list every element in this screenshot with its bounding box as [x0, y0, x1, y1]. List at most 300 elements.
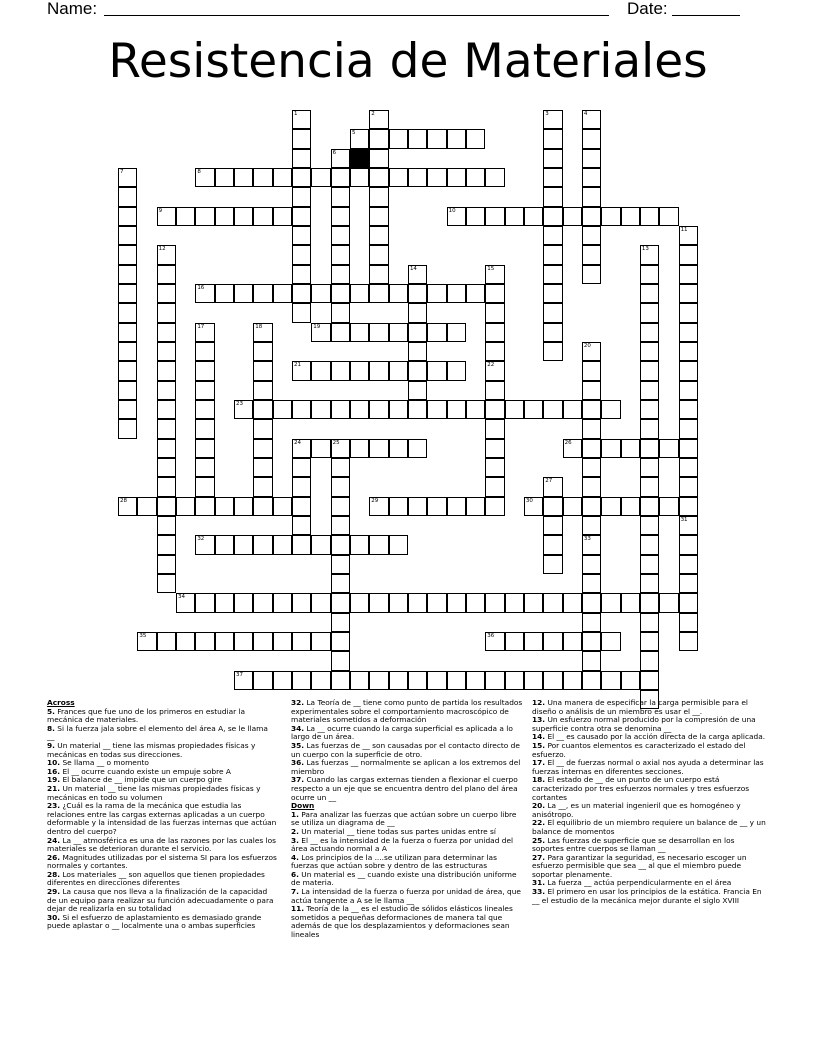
grid-cell[interactable] — [582, 497, 601, 516]
grid-cell[interactable] — [485, 284, 504, 303]
grid-cell[interactable] — [157, 497, 176, 516]
grid-cell[interactable] — [543, 497, 562, 516]
grid-cell[interactable] — [389, 671, 408, 690]
grid-cell[interactable] — [331, 149, 350, 168]
grid-cell[interactable] — [195, 458, 214, 477]
grid-cell[interactable] — [679, 632, 698, 651]
grid-cell[interactable] — [582, 535, 601, 554]
grid-cell[interactable] — [543, 400, 562, 419]
grid-cell[interactable] — [543, 226, 562, 245]
grid-cell[interactable] — [253, 168, 272, 187]
grid-cell[interactable] — [157, 303, 176, 322]
grid-cell[interactable] — [447, 129, 466, 148]
grid-cell[interactable] — [157, 381, 176, 400]
grid-cell[interactable] — [447, 361, 466, 380]
grid-cell[interactable] — [273, 207, 292, 226]
grid-cell[interactable] — [582, 671, 601, 690]
grid-cell[interactable] — [659, 207, 678, 226]
grid-cell[interactable] — [505, 207, 524, 226]
grid-cell[interactable] — [640, 516, 659, 535]
grid-cell[interactable] — [408, 265, 427, 284]
grid-cell[interactable] — [389, 129, 408, 148]
grid-cell[interactable] — [679, 458, 698, 477]
grid-cell[interactable] — [350, 284, 369, 303]
grid-cell[interactable] — [331, 477, 350, 496]
grid-cell[interactable] — [350, 439, 369, 458]
grid-cell[interactable] — [485, 361, 504, 380]
grid-cell[interactable] — [234, 535, 253, 554]
grid-cell[interactable] — [118, 207, 137, 226]
grid-cell[interactable] — [408, 361, 427, 380]
grid-cell[interactable] — [331, 323, 350, 342]
grid-cell[interactable] — [582, 226, 601, 245]
grid-cell[interactable] — [253, 593, 272, 612]
grid-cell[interactable] — [389, 535, 408, 554]
grid-cell[interactable] — [485, 207, 504, 226]
grid-cell[interactable] — [543, 342, 562, 361]
grid-cell[interactable] — [253, 400, 272, 419]
grid-cell[interactable] — [157, 535, 176, 554]
grid-cell[interactable] — [311, 671, 330, 690]
grid-cell[interactable] — [466, 129, 485, 148]
grid-cell[interactable] — [543, 187, 562, 206]
grid-cell[interactable] — [543, 632, 562, 651]
grid-cell[interactable] — [485, 458, 504, 477]
grid-cell[interactable] — [427, 284, 446, 303]
grid-cell[interactable] — [427, 323, 446, 342]
grid-cell[interactable] — [466, 671, 485, 690]
grid-cell[interactable] — [350, 535, 369, 554]
grid-cell[interactable] — [447, 497, 466, 516]
grid-cell[interactable] — [679, 497, 698, 516]
grid-cell[interactable] — [331, 361, 350, 380]
grid-cell[interactable] — [369, 284, 388, 303]
grid-cell[interactable] — [331, 574, 350, 593]
grid-cell[interactable] — [253, 419, 272, 438]
grid-cell[interactable] — [427, 497, 446, 516]
grid-cell[interactable] — [582, 613, 601, 632]
grid-cell[interactable] — [582, 632, 601, 651]
grid-cell[interactable] — [292, 110, 311, 129]
grid-cell[interactable] — [582, 110, 601, 129]
grid-cell[interactable] — [292, 207, 311, 226]
grid-cell[interactable] — [679, 574, 698, 593]
grid-cell[interactable] — [118, 303, 137, 322]
grid-cell[interactable] — [466, 400, 485, 419]
grid-cell[interactable] — [292, 477, 311, 496]
grid-cell[interactable] — [292, 168, 311, 187]
grid-cell[interactable] — [253, 207, 272, 226]
grid-cell[interactable] — [331, 671, 350, 690]
grid-cell[interactable] — [601, 671, 620, 690]
grid-cell[interactable] — [195, 207, 214, 226]
grid-cell[interactable] — [601, 593, 620, 612]
grid-cell[interactable] — [640, 632, 659, 651]
grid-cell[interactable] — [679, 555, 698, 574]
grid-cell[interactable] — [659, 593, 678, 612]
grid-cell[interactable] — [157, 516, 176, 535]
grid-cell[interactable] — [311, 535, 330, 554]
grid-cell[interactable] — [582, 516, 601, 535]
grid-cell[interactable] — [331, 497, 350, 516]
date-field[interactable] — [672, 15, 740, 16]
grid-cell[interactable] — [543, 284, 562, 303]
grid-cell[interactable] — [176, 632, 195, 651]
grid-cell[interactable] — [563, 400, 582, 419]
grid-cell[interactable] — [408, 303, 427, 322]
grid-cell[interactable] — [311, 168, 330, 187]
grid-cell[interactable] — [253, 458, 272, 477]
grid-cell[interactable] — [408, 129, 427, 148]
grid-cell[interactable] — [195, 361, 214, 380]
grid-cell[interactable] — [408, 342, 427, 361]
grid-cell[interactable] — [543, 265, 562, 284]
grid-cell[interactable] — [331, 207, 350, 226]
grid-cell[interactable] — [408, 323, 427, 342]
grid-cell[interactable] — [195, 323, 214, 342]
grid-cell[interactable] — [408, 381, 427, 400]
grid-cell[interactable] — [331, 555, 350, 574]
grid-cell[interactable] — [485, 671, 504, 690]
grid-cell[interactable] — [331, 439, 350, 458]
grid-cell[interactable] — [640, 419, 659, 438]
grid-cell[interactable] — [292, 497, 311, 516]
grid-cell[interactable] — [524, 400, 543, 419]
grid-cell[interactable] — [582, 168, 601, 187]
grid-cell[interactable] — [234, 632, 253, 651]
grid-cell[interactable] — [640, 458, 659, 477]
grid-cell[interactable] — [292, 593, 311, 612]
grid-cell[interactable] — [350, 671, 369, 690]
grid-cell[interactable] — [582, 361, 601, 380]
grid-cell[interactable] — [582, 129, 601, 148]
grid-cell[interactable] — [118, 245, 137, 264]
grid-cell[interactable] — [331, 632, 350, 651]
grid-cell[interactable] — [505, 400, 524, 419]
grid-cell[interactable] — [582, 574, 601, 593]
grid-cell[interactable] — [292, 361, 311, 380]
grid-cell[interactable] — [543, 149, 562, 168]
grid-cell[interactable] — [640, 303, 659, 322]
grid-cell[interactable] — [253, 323, 272, 342]
grid-cell[interactable] — [582, 342, 601, 361]
grid-cell[interactable] — [215, 535, 234, 554]
name-field[interactable] — [104, 15, 609, 16]
grid-cell[interactable] — [563, 207, 582, 226]
grid-cell[interactable] — [273, 671, 292, 690]
grid-cell[interactable] — [582, 149, 601, 168]
grid-cell[interactable] — [311, 361, 330, 380]
grid-cell[interactable] — [311, 593, 330, 612]
grid-cell[interactable] — [640, 323, 659, 342]
grid-cell[interactable] — [292, 187, 311, 206]
grid-cell[interactable] — [543, 245, 562, 264]
grid-cell[interactable] — [331, 593, 350, 612]
grid-cell[interactable] — [447, 207, 466, 226]
grid-cell[interactable] — [427, 593, 446, 612]
grid-cell[interactable] — [292, 439, 311, 458]
grid-cell[interactable] — [195, 419, 214, 438]
grid-cell[interactable] — [350, 593, 369, 612]
grid-cell[interactable] — [253, 381, 272, 400]
grid-cell[interactable] — [292, 458, 311, 477]
grid-cell[interactable] — [273, 168, 292, 187]
grid-cell[interactable] — [679, 284, 698, 303]
grid-cell[interactable] — [679, 342, 698, 361]
grid-cell[interactable] — [447, 400, 466, 419]
grid-cell[interactable] — [118, 419, 137, 438]
grid-cell[interactable] — [118, 226, 137, 245]
grid-cell[interactable] — [369, 593, 388, 612]
grid-cell[interactable] — [505, 671, 524, 690]
grid-cell[interactable] — [563, 497, 582, 516]
grid-cell[interactable] — [485, 323, 504, 342]
grid-cell[interactable] — [195, 535, 214, 554]
grid-cell[interactable] — [118, 381, 137, 400]
grid-cell[interactable] — [215, 284, 234, 303]
grid-cell[interactable] — [331, 400, 350, 419]
grid-cell[interactable] — [640, 671, 659, 690]
grid-cell[interactable] — [640, 651, 659, 670]
grid-cell[interactable] — [679, 535, 698, 554]
grid-cell[interactable] — [273, 497, 292, 516]
grid-cell[interactable] — [331, 458, 350, 477]
grid-cell[interactable] — [331, 168, 350, 187]
grid-cell[interactable] — [215, 497, 234, 516]
grid-cell[interactable] — [215, 207, 234, 226]
grid-cell[interactable] — [524, 207, 543, 226]
grid-cell[interactable] — [640, 593, 659, 612]
grid-cell[interactable] — [234, 168, 253, 187]
grid-cell[interactable] — [485, 303, 504, 322]
grid-cell[interactable] — [195, 477, 214, 496]
grid-cell[interactable] — [466, 284, 485, 303]
grid-cell[interactable] — [253, 632, 272, 651]
grid-cell[interactable] — [640, 265, 659, 284]
grid-cell[interactable] — [157, 458, 176, 477]
grid-cell[interactable] — [157, 439, 176, 458]
grid-cell[interactable] — [679, 303, 698, 322]
grid-cell[interactable] — [679, 323, 698, 342]
grid-cell[interactable] — [640, 477, 659, 496]
grid-cell[interactable] — [485, 265, 504, 284]
grid-cell[interactable] — [659, 439, 678, 458]
grid-cell[interactable] — [640, 555, 659, 574]
grid-cell[interactable] — [292, 535, 311, 554]
grid-cell[interactable] — [369, 110, 388, 129]
grid-cell[interactable] — [659, 497, 678, 516]
grid-cell[interactable] — [311, 439, 330, 458]
grid-cell[interactable] — [543, 555, 562, 574]
grid-cell[interactable] — [621, 497, 640, 516]
grid-cell[interactable] — [195, 381, 214, 400]
grid-cell[interactable] — [273, 535, 292, 554]
grid-cell[interactable] — [485, 342, 504, 361]
grid-cell[interactable] — [292, 671, 311, 690]
grid-cell[interactable] — [331, 303, 350, 322]
grid-cell[interactable] — [118, 323, 137, 342]
grid-cell[interactable] — [311, 284, 330, 303]
grid-cell[interactable] — [311, 323, 330, 342]
grid-cell[interactable] — [601, 439, 620, 458]
grid-cell[interactable] — [408, 671, 427, 690]
grid-cell[interactable] — [466, 207, 485, 226]
grid-cell[interactable] — [331, 535, 350, 554]
grid-cell[interactable] — [582, 400, 601, 419]
grid-cell[interactable] — [582, 555, 601, 574]
grid-cell[interactable] — [582, 265, 601, 284]
grid-cell[interactable] — [582, 381, 601, 400]
grid-cell[interactable] — [408, 593, 427, 612]
grid-cell[interactable] — [408, 168, 427, 187]
grid-cell[interactable] — [485, 381, 504, 400]
grid-cell[interactable] — [543, 323, 562, 342]
grid-cell[interactable] — [543, 516, 562, 535]
grid-cell[interactable] — [582, 458, 601, 477]
grid-cell[interactable] — [253, 477, 272, 496]
grid-cell[interactable] — [331, 226, 350, 245]
grid-cell[interactable] — [311, 632, 330, 651]
grid-cell[interactable] — [485, 593, 504, 612]
grid-cell[interactable] — [292, 516, 311, 535]
grid-cell[interactable] — [292, 149, 311, 168]
grid-cell[interactable] — [679, 477, 698, 496]
grid-cell[interactable] — [427, 129, 446, 148]
grid-cell[interactable] — [679, 226, 698, 245]
grid-cell[interactable] — [640, 613, 659, 632]
grid-cell[interactable] — [350, 323, 369, 342]
grid-cell[interactable] — [157, 574, 176, 593]
grid-cell[interactable] — [582, 419, 601, 438]
grid-cell[interactable] — [273, 593, 292, 612]
grid-cell[interactable] — [118, 361, 137, 380]
grid-cell[interactable] — [311, 400, 330, 419]
grid-cell[interactable] — [389, 323, 408, 342]
grid-cell[interactable] — [369, 168, 388, 187]
grid-cell[interactable] — [292, 303, 311, 322]
grid-cell[interactable] — [234, 400, 253, 419]
grid-cell[interactable] — [234, 207, 253, 226]
grid-cell[interactable] — [621, 439, 640, 458]
grid-cell[interactable] — [369, 149, 388, 168]
grid-cell[interactable] — [331, 284, 350, 303]
grid-cell[interactable] — [543, 303, 562, 322]
grid-cell[interactable] — [234, 284, 253, 303]
grid-cell[interactable] — [292, 226, 311, 245]
grid-cell[interactable] — [679, 439, 698, 458]
grid-cell[interactable] — [679, 593, 698, 612]
grid-cell[interactable] — [524, 632, 543, 651]
grid-cell[interactable] — [427, 400, 446, 419]
grid-cell[interactable] — [157, 477, 176, 496]
grid-cell[interactable] — [427, 361, 446, 380]
grid-cell[interactable] — [582, 245, 601, 264]
grid-cell[interactable] — [331, 613, 350, 632]
grid-cell[interactable] — [524, 497, 543, 516]
grid-cell[interactable] — [485, 632, 504, 651]
grid-cell[interactable] — [389, 361, 408, 380]
grid-cell[interactable] — [408, 284, 427, 303]
grid-cell[interactable] — [640, 439, 659, 458]
grid-cell[interactable] — [331, 516, 350, 535]
grid-cell[interactable] — [601, 497, 620, 516]
grid-cell[interactable] — [505, 632, 524, 651]
grid-cell[interactable] — [253, 497, 272, 516]
grid-cell[interactable] — [408, 400, 427, 419]
grid-cell[interactable] — [621, 671, 640, 690]
grid-cell[interactable] — [215, 168, 234, 187]
grid-cell[interactable] — [369, 361, 388, 380]
grid-cell[interactable] — [640, 342, 659, 361]
grid-cell[interactable] — [118, 168, 137, 187]
grid-cell[interactable] — [369, 400, 388, 419]
grid-cell[interactable] — [118, 187, 137, 206]
grid-cell[interactable] — [679, 613, 698, 632]
grid-cell[interactable] — [253, 284, 272, 303]
grid-cell[interactable] — [157, 245, 176, 264]
grid-cell[interactable] — [195, 284, 214, 303]
grid-cell[interactable] — [369, 226, 388, 245]
grid-cell[interactable] — [582, 207, 601, 226]
grid-cell[interactable] — [369, 207, 388, 226]
grid-cell[interactable] — [447, 323, 466, 342]
grid-cell[interactable] — [157, 632, 176, 651]
grid-cell[interactable] — [195, 497, 214, 516]
grid-cell[interactable] — [679, 265, 698, 284]
grid-cell[interactable] — [215, 593, 234, 612]
grid-cell[interactable] — [157, 207, 176, 226]
grid-cell[interactable] — [369, 265, 388, 284]
grid-cell[interactable] — [427, 671, 446, 690]
grid-cell[interactable] — [640, 361, 659, 380]
grid-cell[interactable] — [369, 129, 388, 148]
grid-cell[interactable] — [563, 593, 582, 612]
grid-cell[interactable] — [621, 593, 640, 612]
grid-cell[interactable] — [505, 593, 524, 612]
grid-cell[interactable] — [118, 265, 137, 284]
grid-cell[interactable] — [447, 593, 466, 612]
grid-cell[interactable] — [543, 535, 562, 554]
grid-cell[interactable] — [176, 207, 195, 226]
grid-cell[interactable] — [253, 342, 272, 361]
grid-cell[interactable] — [253, 535, 272, 554]
grid-cell[interactable] — [273, 284, 292, 303]
grid-cell[interactable] — [350, 168, 369, 187]
grid-cell[interactable] — [273, 632, 292, 651]
grid-cell[interactable] — [253, 439, 272, 458]
grid-cell[interactable] — [543, 477, 562, 496]
grid-cell[interactable] — [292, 265, 311, 284]
grid-cell[interactable] — [195, 439, 214, 458]
grid-cell[interactable] — [679, 361, 698, 380]
grid-cell[interactable] — [369, 535, 388, 554]
grid-cell[interactable] — [389, 400, 408, 419]
grid-cell[interactable] — [563, 439, 582, 458]
grid-cell[interactable] — [118, 342, 137, 361]
grid-cell[interactable] — [679, 381, 698, 400]
grid-cell[interactable] — [485, 439, 504, 458]
grid-cell[interactable] — [234, 671, 253, 690]
grid-cell[interactable] — [292, 400, 311, 419]
grid-cell[interactable] — [157, 419, 176, 438]
grid-cell[interactable] — [234, 497, 253, 516]
grid-cell[interactable] — [563, 671, 582, 690]
grid-cell[interactable] — [466, 497, 485, 516]
grid-cell[interactable] — [389, 168, 408, 187]
grid-cell[interactable] — [176, 497, 195, 516]
grid-cell[interactable] — [679, 419, 698, 438]
grid-cell[interactable] — [679, 516, 698, 535]
